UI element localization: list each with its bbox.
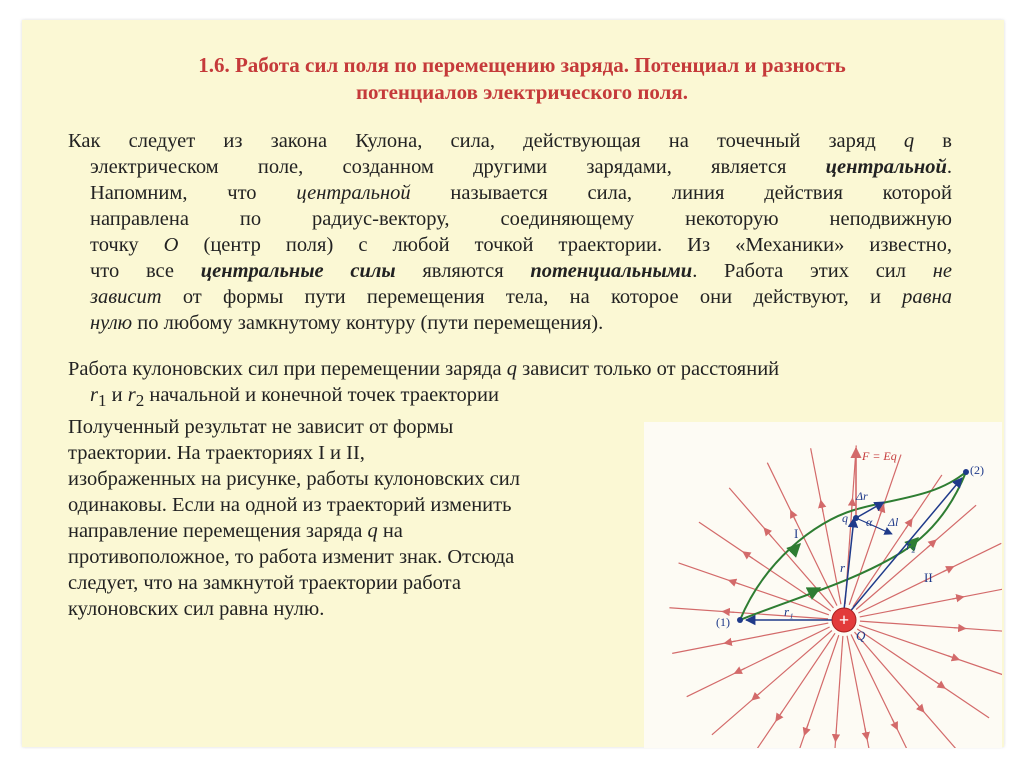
field-line — [699, 522, 831, 611]
field-line-arrow — [892, 719, 897, 730]
field-line-arrow — [880, 505, 884, 516]
field-line-arrow — [791, 510, 796, 521]
field-line — [687, 627, 830, 697]
p1-line-1: Как следует из закона Кулона, сила, действующая на точечный заряд q в — [68, 130, 952, 152]
alpha-label: α — [866, 515, 873, 529]
field-line-arrow — [916, 703, 924, 712]
p1-line-3: Напомним, что центральной называется сила, линия действия которой — [90, 182, 952, 204]
field-line-arrow — [776, 711, 783, 721]
field-line-arrow — [935, 682, 945, 689]
field-line-arrow — [927, 540, 936, 548]
field-line-arrow — [852, 498, 853, 510]
field-line-arrow — [952, 597, 964, 599]
charge-q-marker — [853, 515, 859, 521]
p3-line-5: направление перемещения заряда q на — [68, 520, 403, 542]
field-diagram-svg — [644, 422, 1002, 748]
p1-line-5: точку O (центр поля) с любой точкой траектории. Из «Механики» известно, — [90, 234, 953, 256]
field-line-arrow — [943, 567, 954, 572]
field-line-arrow — [865, 728, 867, 740]
field-line — [857, 629, 989, 718]
r2-label: r₂ — [906, 538, 916, 553]
field-line — [787, 635, 839, 748]
center-label: Q — [856, 628, 866, 643]
field-line-arrow — [804, 724, 808, 735]
central-charge-sign: + — [838, 610, 850, 630]
field-line — [679, 563, 829, 615]
field-line-arrow — [821, 500, 823, 512]
p1-line-7: зависит от формы пути перемещения тела, на которое они действуют, и равна — [90, 286, 952, 308]
field-diagram — [644, 422, 1002, 748]
p3-line-2: траектории. На траекториях I и II, — [68, 442, 365, 464]
point-1-marker — [737, 617, 743, 623]
field-line — [767, 463, 837, 606]
field-line-arrow — [954, 628, 966, 629]
field-line — [712, 630, 832, 734]
field-line-arrow — [729, 580, 740, 584]
p2-line-1: Работа кулоновских сил при перемещении заряда q зависит только от расстояний — [68, 358, 780, 380]
point-2-marker — [963, 469, 969, 475]
p3-line-3: изображенных на рисунке, работы кулоновских сил — [68, 468, 520, 490]
q-label: q — [842, 511, 848, 525]
p3-line-6: противоположное, то работа изменит знак. Отсюда — [68, 546, 515, 568]
slide-title — [82, 52, 962, 106]
path-2-label: II — [924, 570, 933, 585]
paragraph-result — [68, 414, 628, 622]
field-line — [851, 634, 921, 748]
title-line-1: 1.6. Работа сил поля по перемещению заряда. Потенциал и разность — [198, 53, 846, 77]
field-line-arrow — [752, 692, 761, 700]
field-line-arrow — [722, 611, 734, 612]
field-line-arrow — [724, 641, 736, 643]
field-line-arrow — [734, 668, 745, 673]
p1-line-8: нулю по любому замкнутому контуру (пути перемещения). — [90, 312, 604, 334]
field-line-arrow — [743, 552, 753, 559]
force-label: F = Eq — [862, 449, 897, 463]
point-1-label: (1) — [716, 615, 730, 629]
slide — [22, 20, 1004, 747]
field-line-arrow — [906, 519, 913, 529]
p2-line-2: $r_1$ и $r_2$ начальной и конечной точек траектории — [90, 384, 499, 411]
point-2-label: (2) — [970, 463, 984, 477]
p3-line-1: Полученный результат не зависит от формы — [68, 416, 454, 438]
field-line — [672, 623, 828, 653]
p1-line-4: направлена по радиус-вектору, соединяющему некоторую неподвижную — [90, 208, 952, 230]
field-line-arrow — [835, 730, 836, 742]
p3-line-8: кулоновских сил равна нулю. — [68, 598, 325, 620]
field-line — [854, 632, 958, 748]
field-line-arrow — [764, 528, 772, 537]
paragraph-coulomb-work — [68, 356, 952, 414]
p1-line-2: электрическом поле, созданном другими зарядами, является центральной. — [90, 156, 952, 178]
field-line — [746, 633, 835, 748]
dl-label: Δl — [888, 515, 899, 529]
r-label: r — [840, 560, 846, 575]
p3-line-7: следует, что на замкнутой траектории работа — [68, 572, 461, 594]
dr-label: Δr — [856, 489, 868, 503]
field-line — [860, 621, 1002, 632]
field-line — [856, 505, 976, 609]
r1-label: r₁ — [784, 604, 794, 619]
p1-line-6: что все центральные силы являются потенциальными. Работа этих сил не — [90, 260, 953, 282]
field-line — [859, 625, 1002, 677]
title-line-2: потенциалов электрического поля. — [355, 80, 689, 104]
field-line — [811, 448, 841, 604]
paragraph-central-forces — [68, 128, 952, 336]
path-1-label: I — [794, 526, 799, 541]
p3-line-4: одинаковы. Если на одной из траекторий изменить — [68, 494, 512, 516]
field-line — [832, 636, 843, 748]
field-line-arrow — [948, 656, 959, 660]
